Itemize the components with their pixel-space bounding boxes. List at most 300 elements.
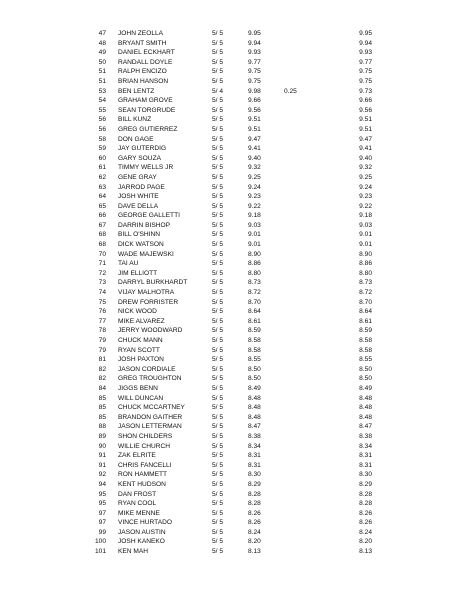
raw-score: 9.24 bbox=[248, 183, 261, 191]
raw-score: 8.61 bbox=[248, 317, 261, 325]
rank-cell: 75 bbox=[98, 298, 106, 306]
table-row bbox=[0, 269, 473, 279]
competitor-name: JASON CORDIALE bbox=[118, 365, 176, 373]
final-score: 9.95 bbox=[359, 30, 372, 37]
rank-cell: 61 bbox=[98, 164, 106, 172]
table-row bbox=[0, 528, 473, 538]
raw-score: 8.55 bbox=[248, 356, 261, 364]
raw-score: 9.03 bbox=[248, 221, 261, 229]
final-score: 8.30 bbox=[359, 471, 372, 479]
table-row bbox=[0, 355, 473, 365]
competitor-name: CHRIS FANCELLI bbox=[118, 461, 172, 469]
rank-cell: 62 bbox=[98, 173, 106, 181]
table-row bbox=[0, 365, 473, 375]
raw-score: 9.32 bbox=[248, 164, 261, 172]
competitor-name: RALPH ENCIZO bbox=[118, 68, 167, 76]
competitor-name: JERRY WOODWARD bbox=[118, 327, 183, 335]
rank-cell: 89 bbox=[98, 432, 106, 440]
competitor-name: ZAK ELRITE bbox=[118, 452, 156, 460]
competitor-name: JIGGS BENN bbox=[118, 384, 158, 392]
raw-score: 8.26 bbox=[248, 519, 261, 527]
raw-score: 8.28 bbox=[248, 490, 261, 498]
competitor-name: BEN LENTZ bbox=[118, 87, 155, 95]
raw-score: 9.66 bbox=[248, 97, 261, 105]
competitor-name: TIMMY WELLS JR bbox=[118, 164, 174, 172]
table-row bbox=[0, 394, 473, 404]
table-row bbox=[0, 144, 473, 154]
competitor-name: BILL KUNZ bbox=[118, 116, 152, 124]
raw-score: 8.90 bbox=[248, 250, 261, 258]
final-score: 9.01 bbox=[359, 231, 372, 239]
table-row bbox=[0, 154, 473, 164]
final-score: 8.80 bbox=[359, 269, 372, 277]
raw-score: 8.80 bbox=[248, 269, 261, 277]
ratio-cell: 5/ 5 bbox=[212, 519, 223, 527]
rank-cell: 97 bbox=[98, 519, 106, 527]
ratio-cell: 5/ 5 bbox=[212, 365, 223, 373]
raw-score: 8.50 bbox=[248, 365, 261, 373]
raw-score: 8.48 bbox=[248, 394, 261, 402]
rank-cell: 85 bbox=[98, 404, 106, 412]
raw-score: 8.72 bbox=[248, 289, 261, 297]
rank-cell: 60 bbox=[98, 154, 106, 162]
table-row bbox=[0, 326, 473, 336]
raw-score: 9.40 bbox=[248, 154, 261, 162]
rank-cell: 56 bbox=[98, 125, 106, 133]
final-score: 8.26 bbox=[359, 509, 372, 517]
final-score: 9.77 bbox=[359, 58, 372, 66]
final-score: 8.64 bbox=[359, 308, 372, 316]
competitor-name: GREG TROUGHTON bbox=[118, 375, 182, 383]
rank-cell: 59 bbox=[98, 145, 106, 153]
rank-cell: 63 bbox=[98, 183, 106, 191]
final-score: 9.32 bbox=[359, 164, 372, 172]
final-score: 9.24 bbox=[359, 183, 372, 191]
raw-score: 8.59 bbox=[248, 327, 261, 335]
competitor-name: CHUCK MANN bbox=[118, 337, 163, 344]
raw-score: 8.86 bbox=[248, 260, 261, 268]
table-row bbox=[0, 106, 473, 116]
raw-score: 9.51 bbox=[248, 125, 261, 133]
competitor-name: BRIAN HANSON bbox=[118, 77, 169, 85]
competitor-name: TAI AU bbox=[118, 260, 139, 268]
ratio-cell: 5/ 5 bbox=[212, 317, 223, 325]
final-score: 8.13 bbox=[359, 548, 372, 556]
rank-cell: 79 bbox=[98, 337, 106, 344]
final-score: 8.48 bbox=[359, 394, 372, 402]
rank-cell: 78 bbox=[98, 327, 106, 335]
final-score: 9.18 bbox=[359, 212, 372, 220]
table-row bbox=[0, 230, 473, 240]
rank-cell: 49 bbox=[98, 49, 106, 57]
rank-cell: 74 bbox=[98, 289, 106, 297]
ratio-cell: 5/ 5 bbox=[212, 432, 223, 440]
final-score: 9.56 bbox=[359, 106, 372, 114]
ratio-cell: 5/ 5 bbox=[212, 135, 223, 143]
competitor-name: JIM ELLIOTT bbox=[118, 269, 158, 277]
ratio-cell: 5/ 5 bbox=[212, 423, 223, 431]
table-row bbox=[0, 422, 473, 432]
rank-cell: 95 bbox=[98, 500, 106, 508]
raw-score: 8.20 bbox=[248, 538, 261, 546]
final-score: 8.90 bbox=[359, 250, 372, 258]
raw-score: 9.01 bbox=[248, 231, 261, 239]
final-score: 8.31 bbox=[359, 452, 372, 460]
table-row bbox=[0, 96, 473, 106]
table-row bbox=[0, 58, 473, 68]
raw-score: 8.47 bbox=[248, 423, 261, 431]
ratio-cell: 5/ 5 bbox=[212, 346, 223, 354]
competitor-name: GEORGE GALLETTI bbox=[118, 212, 180, 220]
ratio-cell: 5/ 5 bbox=[212, 97, 223, 105]
ratio-cell: 5/ 5 bbox=[212, 480, 223, 488]
table-row bbox=[0, 298, 473, 308]
ratio-cell: 5/ 5 bbox=[212, 538, 223, 546]
ratio-cell: 5/ 5 bbox=[212, 68, 223, 76]
rank-cell: 92 bbox=[98, 471, 106, 479]
competitor-name: DAN FROST bbox=[118, 490, 157, 498]
final-score: 8.86 bbox=[359, 260, 372, 268]
raw-score: 9.51 bbox=[248, 116, 261, 124]
competitor-name: VINCE HURTADO bbox=[118, 519, 172, 527]
rank-cell: 54 bbox=[98, 97, 106, 105]
ratio-cell: 5/ 5 bbox=[212, 298, 223, 306]
table-row bbox=[0, 470, 473, 480]
ratio-cell: 5/ 5 bbox=[212, 221, 223, 229]
competitor-name: JOSH WHITE bbox=[118, 193, 159, 201]
raw-score: 8.49 bbox=[248, 384, 261, 392]
ratio-cell: 5/ 5 bbox=[212, 116, 223, 124]
ratio-cell: 5/ 5 bbox=[212, 327, 223, 335]
final-score: 9.22 bbox=[359, 202, 372, 210]
final-score: 9.23 bbox=[359, 193, 372, 201]
table-row bbox=[0, 384, 473, 394]
rank-cell: 47 bbox=[98, 30, 106, 37]
competitor-name: SHON CHILDERS bbox=[118, 432, 173, 440]
table-row bbox=[0, 48, 473, 58]
final-score: 9.51 bbox=[359, 116, 372, 124]
ratio-cell: 5/ 5 bbox=[212, 145, 223, 153]
raw-score: 8.31 bbox=[248, 461, 261, 469]
raw-score: 8.58 bbox=[248, 346, 261, 354]
raw-score: 8.30 bbox=[248, 471, 261, 479]
final-score: 8.48 bbox=[359, 404, 372, 412]
competitor-name: MIKE MENNE bbox=[118, 509, 160, 517]
competitor-name: MIKE ALVAREZ bbox=[118, 317, 165, 325]
final-score: 8.49 bbox=[359, 384, 372, 392]
table-row bbox=[0, 183, 473, 193]
table-row bbox=[0, 346, 473, 356]
table-row bbox=[0, 250, 473, 260]
rank-cell: 91 bbox=[98, 461, 106, 469]
ratio-cell: 5/ 5 bbox=[212, 404, 223, 412]
table-row bbox=[0, 67, 473, 77]
table-row bbox=[0, 163, 473, 173]
rank-cell: 58 bbox=[98, 135, 106, 143]
ratio-cell: 5/ 5 bbox=[212, 77, 223, 85]
final-score: 8.58 bbox=[359, 337, 372, 344]
final-score: 9.47 bbox=[359, 135, 372, 143]
final-score: 8.61 bbox=[359, 317, 372, 325]
competitor-name: VIJAY MALHOTRA bbox=[118, 289, 175, 297]
table-row bbox=[0, 537, 473, 547]
rank-cell: 100 bbox=[94, 538, 106, 546]
table-row bbox=[0, 87, 473, 97]
ratio-cell: 5/ 5 bbox=[212, 279, 223, 287]
table-row bbox=[0, 77, 473, 87]
final-score: 9.75 bbox=[359, 68, 372, 76]
results-table bbox=[0, 29, 473, 557]
rank-cell: 51 bbox=[98, 68, 106, 76]
ratio-cell: 5/ 5 bbox=[212, 173, 223, 181]
raw-score: 9.75 bbox=[248, 77, 261, 85]
rank-cell: 85 bbox=[98, 394, 106, 402]
ratio-cell: 5/ 5 bbox=[212, 202, 223, 210]
table-row bbox=[0, 278, 473, 288]
final-score: 9.41 bbox=[359, 145, 372, 153]
rank-cell: 65 bbox=[98, 202, 106, 210]
raw-score: 9.95 bbox=[248, 30, 261, 37]
raw-score: 8.64 bbox=[248, 308, 261, 316]
ratio-cell: 5/ 5 bbox=[212, 154, 223, 162]
rank-cell: 72 bbox=[98, 269, 106, 277]
final-score: 9.01 bbox=[359, 241, 372, 249]
rank-cell: 85 bbox=[98, 413, 106, 421]
final-score: 8.50 bbox=[359, 375, 372, 383]
ratio-cell: 5/ 5 bbox=[212, 394, 223, 402]
table-row bbox=[0, 442, 473, 452]
final-score: 8.58 bbox=[359, 346, 372, 354]
rank-cell: 67 bbox=[98, 221, 106, 229]
ratio-cell: 5/ 5 bbox=[212, 241, 223, 249]
final-score: 9.66 bbox=[359, 97, 372, 105]
table-row bbox=[0, 461, 473, 471]
rank-cell: 94 bbox=[98, 480, 106, 488]
competitor-name: DANIEL ECKHART bbox=[118, 49, 175, 57]
ratio-cell: 5/ 5 bbox=[212, 528, 223, 536]
final-score: 8.50 bbox=[359, 365, 372, 373]
rank-cell: 56 bbox=[98, 116, 106, 124]
final-score: 8.38 bbox=[359, 432, 372, 440]
rank-cell: 66 bbox=[98, 212, 106, 220]
competitor-name: BRYANT SMITH bbox=[118, 39, 167, 47]
raw-score: 8.13 bbox=[248, 548, 261, 556]
ratio-cell: 5/ 5 bbox=[212, 375, 223, 383]
competitor-name: WILL DUNCAN bbox=[118, 394, 164, 402]
raw-score: 8.38 bbox=[248, 432, 261, 440]
competitor-name: KENT HUDSON bbox=[118, 480, 166, 488]
competitor-name: JOSH PAXTON bbox=[118, 356, 164, 364]
rank-cell: 91 bbox=[98, 452, 106, 460]
ratio-cell: 5/ 5 bbox=[212, 509, 223, 517]
final-score: 9.75 bbox=[359, 77, 372, 85]
table-row bbox=[0, 211, 473, 221]
competitor-name: RYAN COOL bbox=[118, 500, 157, 508]
rank-cell: 73 bbox=[98, 279, 106, 287]
table-row bbox=[0, 173, 473, 183]
raw-score: 9.25 bbox=[248, 173, 261, 181]
rank-cell: 84 bbox=[98, 384, 106, 392]
final-score: 8.28 bbox=[359, 490, 372, 498]
ratio-cell: 5/ 5 bbox=[212, 452, 223, 460]
raw-score: 8.58 bbox=[248, 337, 261, 344]
competitor-name: RYAN SCOTT bbox=[118, 346, 160, 354]
competitor-name: NICK WOOD bbox=[118, 308, 157, 316]
table-row bbox=[0, 221, 473, 231]
rank-cell: 51 bbox=[98, 77, 106, 85]
competitor-name: JASON LETTERMAN bbox=[118, 423, 182, 431]
table-row bbox=[0, 125, 473, 135]
raw-score: 9.98 bbox=[248, 87, 261, 95]
competitor-name: GARY SOUZA bbox=[118, 154, 161, 162]
competitor-name: DARRIN BISHOP bbox=[118, 221, 171, 229]
final-score: 9.51 bbox=[359, 125, 372, 133]
final-score: 9.03 bbox=[359, 221, 372, 229]
rank-cell: 95 bbox=[98, 490, 106, 498]
final-score: 8.48 bbox=[359, 413, 372, 421]
competitor-name: JAY GUTERDIG bbox=[118, 145, 167, 153]
competitor-name: JARROD PAGE bbox=[118, 183, 165, 191]
raw-score: 8.28 bbox=[248, 500, 261, 508]
rank-cell: 68 bbox=[98, 231, 106, 239]
competitor-name: DON GAGE bbox=[118, 135, 154, 143]
rank-cell: 82 bbox=[98, 365, 106, 373]
rank-cell: 70 bbox=[98, 250, 106, 258]
raw-score: 8.48 bbox=[248, 404, 261, 412]
rank-cell: 50 bbox=[98, 58, 106, 66]
competitor-name: RANDALL DOYLE bbox=[118, 58, 173, 66]
rank-cell: 64 bbox=[98, 193, 106, 201]
ratio-cell: 5/ 5 bbox=[212, 337, 223, 344]
ratio-cell: 5/ 5 bbox=[212, 269, 223, 277]
final-score: 8.73 bbox=[359, 279, 372, 287]
ratio-cell: 5/ 5 bbox=[212, 384, 223, 392]
ratio-cell: 5/ 5 bbox=[212, 125, 223, 133]
rank-cell: 68 bbox=[98, 241, 106, 249]
table-row bbox=[0, 509, 473, 519]
final-score: 9.94 bbox=[359, 39, 372, 47]
raw-score: 9.94 bbox=[248, 39, 261, 47]
raw-score: 8.29 bbox=[248, 480, 261, 488]
competitor-name: CHUCK MCCARTNEY bbox=[118, 404, 185, 412]
rank-cell: 55 bbox=[98, 106, 106, 114]
final-score: 8.70 bbox=[359, 298, 372, 306]
table-row bbox=[0, 259, 473, 269]
final-score: 8.29 bbox=[359, 480, 372, 488]
competitor-name: WADE MAJEWSKI bbox=[118, 250, 174, 258]
final-score: 8.24 bbox=[359, 528, 372, 536]
ratio-cell: 5/ 5 bbox=[212, 183, 223, 191]
table-row bbox=[0, 192, 473, 202]
competitor-name: BRANDON GAITHER bbox=[118, 413, 183, 421]
table-row bbox=[0, 499, 473, 509]
ratio-cell: 5/ 5 bbox=[212, 442, 223, 450]
ratio-cell: 5/ 5 bbox=[212, 250, 223, 258]
raw-score: 9.56 bbox=[248, 106, 261, 114]
raw-score: 9.47 bbox=[248, 135, 261, 143]
table-row bbox=[0, 547, 473, 557]
competitor-name: JASON AUSTIN bbox=[118, 528, 166, 536]
raw-score: 8.70 bbox=[248, 298, 261, 306]
raw-score: 8.31 bbox=[248, 452, 261, 460]
rank-cell: 79 bbox=[98, 346, 106, 354]
ratio-cell: 5/ 5 bbox=[212, 413, 223, 421]
rank-cell: 90 bbox=[98, 442, 106, 450]
competitor-name: JOHN ZEOLLA bbox=[118, 30, 164, 37]
final-score: 8.31 bbox=[359, 461, 372, 469]
ratio-cell: 5/ 5 bbox=[212, 106, 223, 114]
ratio-cell: 5/ 5 bbox=[212, 49, 223, 57]
table-row bbox=[0, 413, 473, 423]
raw-score: 9.75 bbox=[248, 68, 261, 76]
raw-score: 9.22 bbox=[248, 202, 261, 210]
rank-cell: 77 bbox=[98, 317, 106, 325]
final-score: 8.34 bbox=[359, 442, 372, 450]
raw-score: 8.73 bbox=[248, 279, 261, 287]
ratio-cell: 5/ 5 bbox=[212, 490, 223, 498]
raw-score: 8.50 bbox=[248, 375, 261, 383]
table-row bbox=[0, 490, 473, 500]
final-score: 9.73 bbox=[359, 87, 372, 95]
ratio-cell: 5/ 5 bbox=[212, 260, 223, 268]
ratio-cell: 5/ 5 bbox=[212, 231, 223, 239]
competitor-name: WILLIE CHURCH bbox=[118, 442, 171, 450]
table-row bbox=[0, 29, 473, 39]
table-row bbox=[0, 432, 473, 442]
table-row bbox=[0, 39, 473, 49]
competitor-name: BILL O'SHINN bbox=[118, 231, 161, 239]
final-score: 9.93 bbox=[359, 49, 372, 57]
competitor-name: DAVE DELLA bbox=[118, 202, 159, 210]
table-row bbox=[0, 451, 473, 461]
final-score: 8.55 bbox=[359, 356, 372, 364]
table-row bbox=[0, 480, 473, 490]
competitor-name: GREG GUTIERREZ bbox=[118, 125, 178, 133]
ratio-cell: 5/ 5 bbox=[212, 164, 223, 172]
final-score: 9.25 bbox=[359, 173, 372, 181]
competitor-name: GENE GRAY bbox=[118, 173, 157, 181]
competitor-name: RON HAMMETT bbox=[118, 471, 168, 479]
ratio-cell: 5/ 5 bbox=[212, 461, 223, 469]
competitor-name: SEAN TORGRUDE bbox=[118, 106, 176, 114]
raw-score: 8.48 bbox=[248, 413, 261, 421]
table-row bbox=[0, 135, 473, 145]
raw-score: 9.01 bbox=[248, 241, 261, 249]
final-score: 8.59 bbox=[359, 327, 372, 335]
final-score: 8.26 bbox=[359, 519, 372, 527]
competitor-name: DARRYL BURKHARDT bbox=[118, 279, 188, 287]
rank-cell: 53 bbox=[98, 87, 106, 95]
table-row bbox=[0, 240, 473, 250]
table-row bbox=[0, 403, 473, 413]
ratio-cell: 5/ 5 bbox=[212, 289, 223, 297]
final-score: 9.40 bbox=[359, 154, 372, 162]
rank-cell: 97 bbox=[98, 509, 106, 517]
raw-score: 9.77 bbox=[248, 58, 261, 66]
raw-score: 9.23 bbox=[248, 193, 261, 201]
table-row bbox=[0, 115, 473, 125]
raw-score: 9.41 bbox=[248, 145, 261, 153]
ratio-cell: 5/ 5 bbox=[212, 356, 223, 364]
ratio-cell: 5/ 5 bbox=[212, 58, 223, 66]
rank-cell: 82 bbox=[98, 375, 106, 383]
ratio-cell: 5/ 5 bbox=[212, 39, 223, 47]
ratio-cell: 5/ 5 bbox=[212, 308, 223, 316]
table-row bbox=[0, 202, 473, 212]
raw-score: 9.93 bbox=[248, 49, 261, 57]
raw-score: 8.26 bbox=[248, 509, 261, 517]
ratio-cell: 5/ 4 bbox=[212, 87, 223, 95]
